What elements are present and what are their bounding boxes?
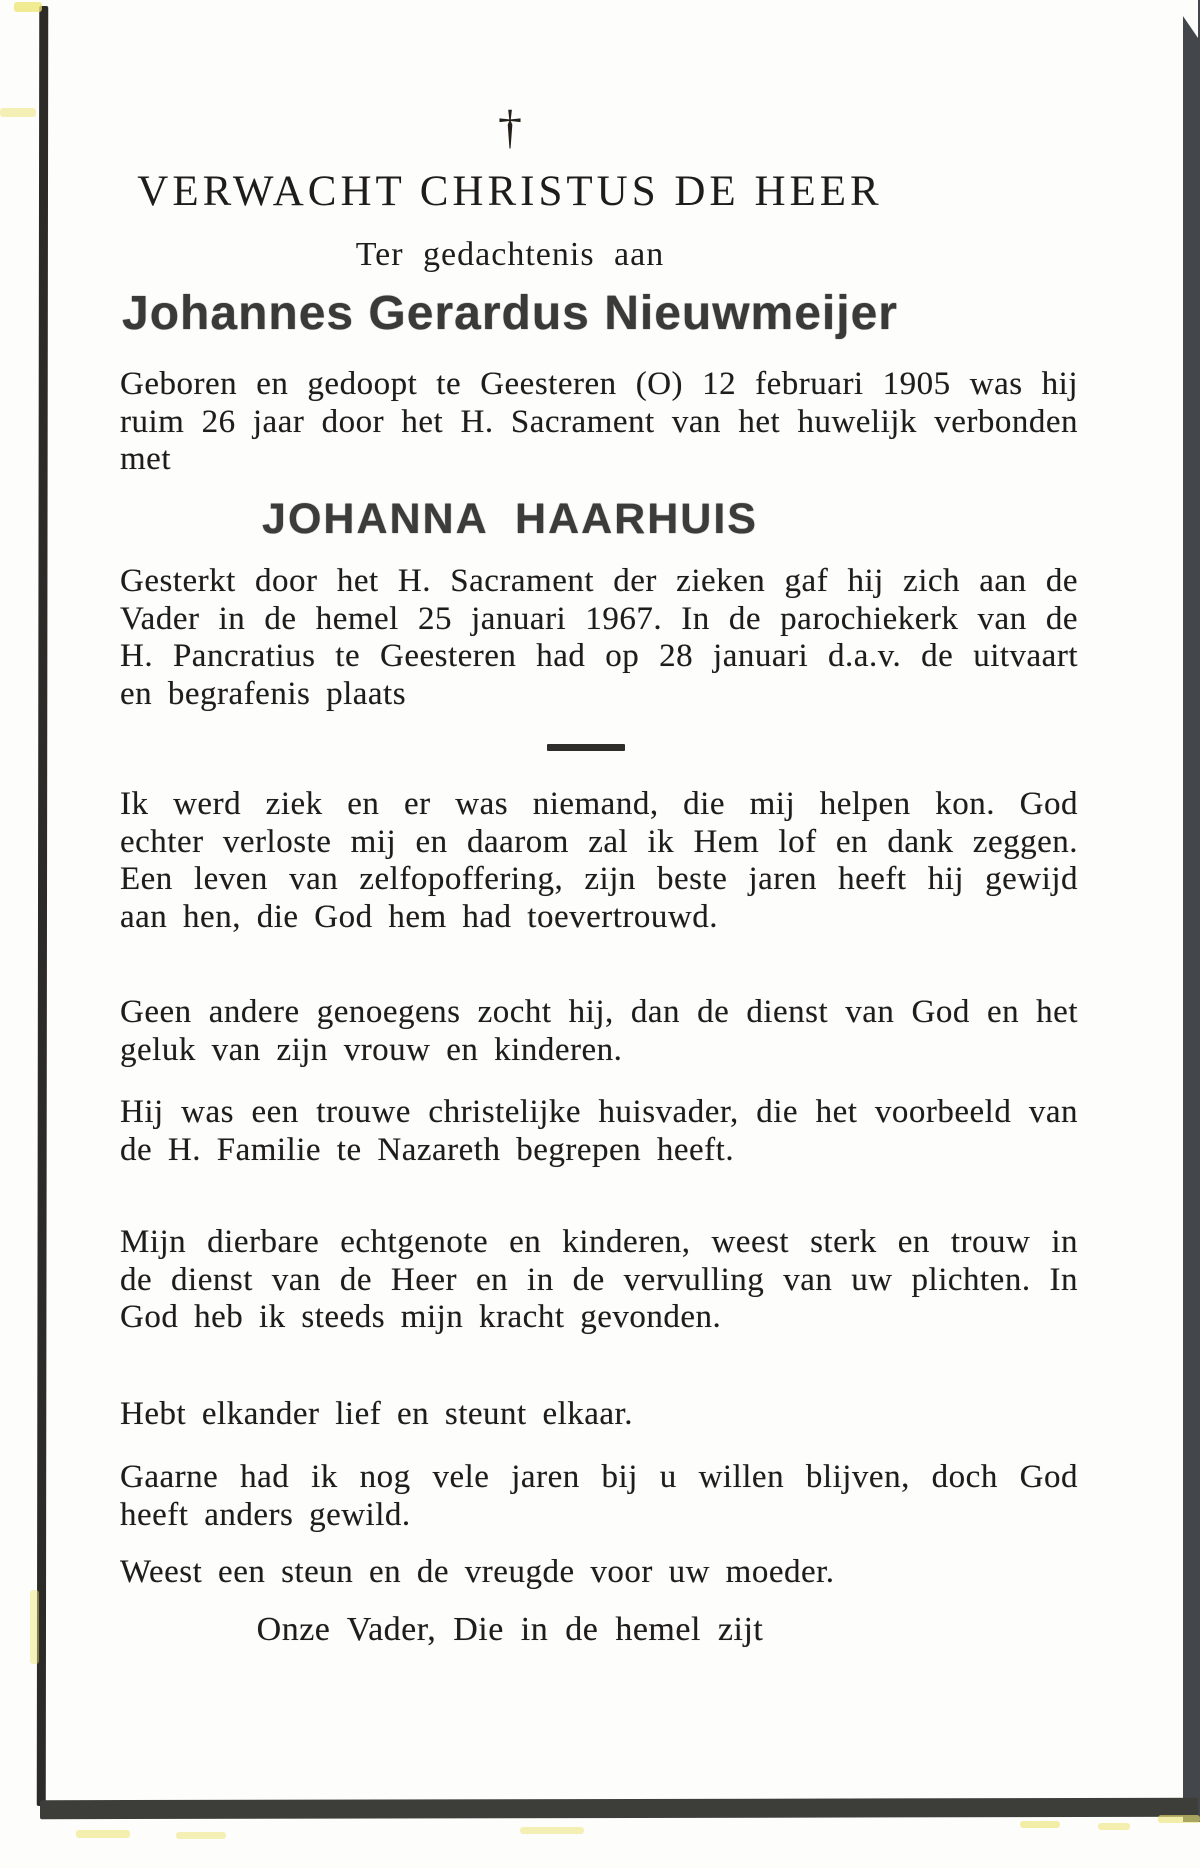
birth-marriage-paragraph: Geboren en gedoopt te Geesteren (O) 12 februari 1905 was hij ruim 26 jaar door het H. Sacrament van het huwelijk verbonden met xyxy=(120,366,1078,477)
memorial-paragraph: Hij was een trouwe christelijke huisvader, die het voorbeeld van de H. Familie te Nazareth begrepen heeft. xyxy=(120,1094,1078,1168)
memorial-paragraph: Geen andere genoegens zocht hij, dan de dienst van God en het geluk van zijn vrouw en kinderen. xyxy=(120,994,1078,1068)
scan-artifact xyxy=(76,1830,130,1838)
section-divider xyxy=(547,744,625,751)
card-border-left xyxy=(37,6,49,1806)
death-notice-paragraph: Gesterkt door het H. Sacrament der zieken gaf hij zich aan de Vader in de hemel 25 januari 1967. In de parochiekerk van de H. Pancratius te Geesteren had op 28 januari d.a.v. de uitvaart en begrafenis plaats xyxy=(120,563,1078,712)
memorial-paragraph: Gaarne had ik nog vele jaren bij u willen blijven, doch God heeft anders gewild. xyxy=(120,1459,1078,1533)
scan-artifact xyxy=(1020,1821,1060,1828)
cross-icon: † xyxy=(498,101,522,154)
scan-artifact xyxy=(520,1827,584,1834)
scan-artifact xyxy=(1098,1823,1130,1830)
memorial-paragraph: Weest een steun en de vreugde voor uw moeder. xyxy=(120,1554,835,1590)
spouse-name: JOHANNA HAARHUIS xyxy=(262,495,758,543)
memorial-paragraph: Mijn dierbare echtgenote en kinderen, weest sterk en trouw in de dienst van de Heer en in de vervulling van uw plichten. In God heb ik steeds mijn kracht gevonden. xyxy=(120,1224,1078,1335)
memorial-paragraph: Hebt elkander lief en steunt elkaar. xyxy=(120,1396,633,1432)
memorial-paragraph: Ik werd ziek en er was niemand, die mij helpen kon. God echter verloste mij en daarom zal ik Hem lof en dank zeggen. Een leven van zelfopoffering, zijn beste jaren heeft hij gewijd aan hen, die God hem had toevertrouwd. xyxy=(120,786,1078,935)
deceased-name: Johannes Gerardus Nieuwmeijer xyxy=(122,287,898,340)
card-border-bottom xyxy=(40,1798,1198,1819)
card-border-right xyxy=(1183,0,1200,1822)
card-subheader: Ter gedachtenis aan xyxy=(355,236,665,273)
closing-prayer-line: Onze Vader, Die in de hemel zijt xyxy=(256,1611,764,1648)
scan-corner-notch xyxy=(1172,0,1198,38)
scan-artifact xyxy=(30,1590,39,1664)
scan-artifact xyxy=(1158,1815,1200,1823)
scan-artifact xyxy=(176,1832,226,1839)
scan-artifact xyxy=(0,108,36,117)
scan-artifact xyxy=(14,2,42,12)
card-header: VERWACHT CHRISTUS DE HEER xyxy=(137,168,883,215)
